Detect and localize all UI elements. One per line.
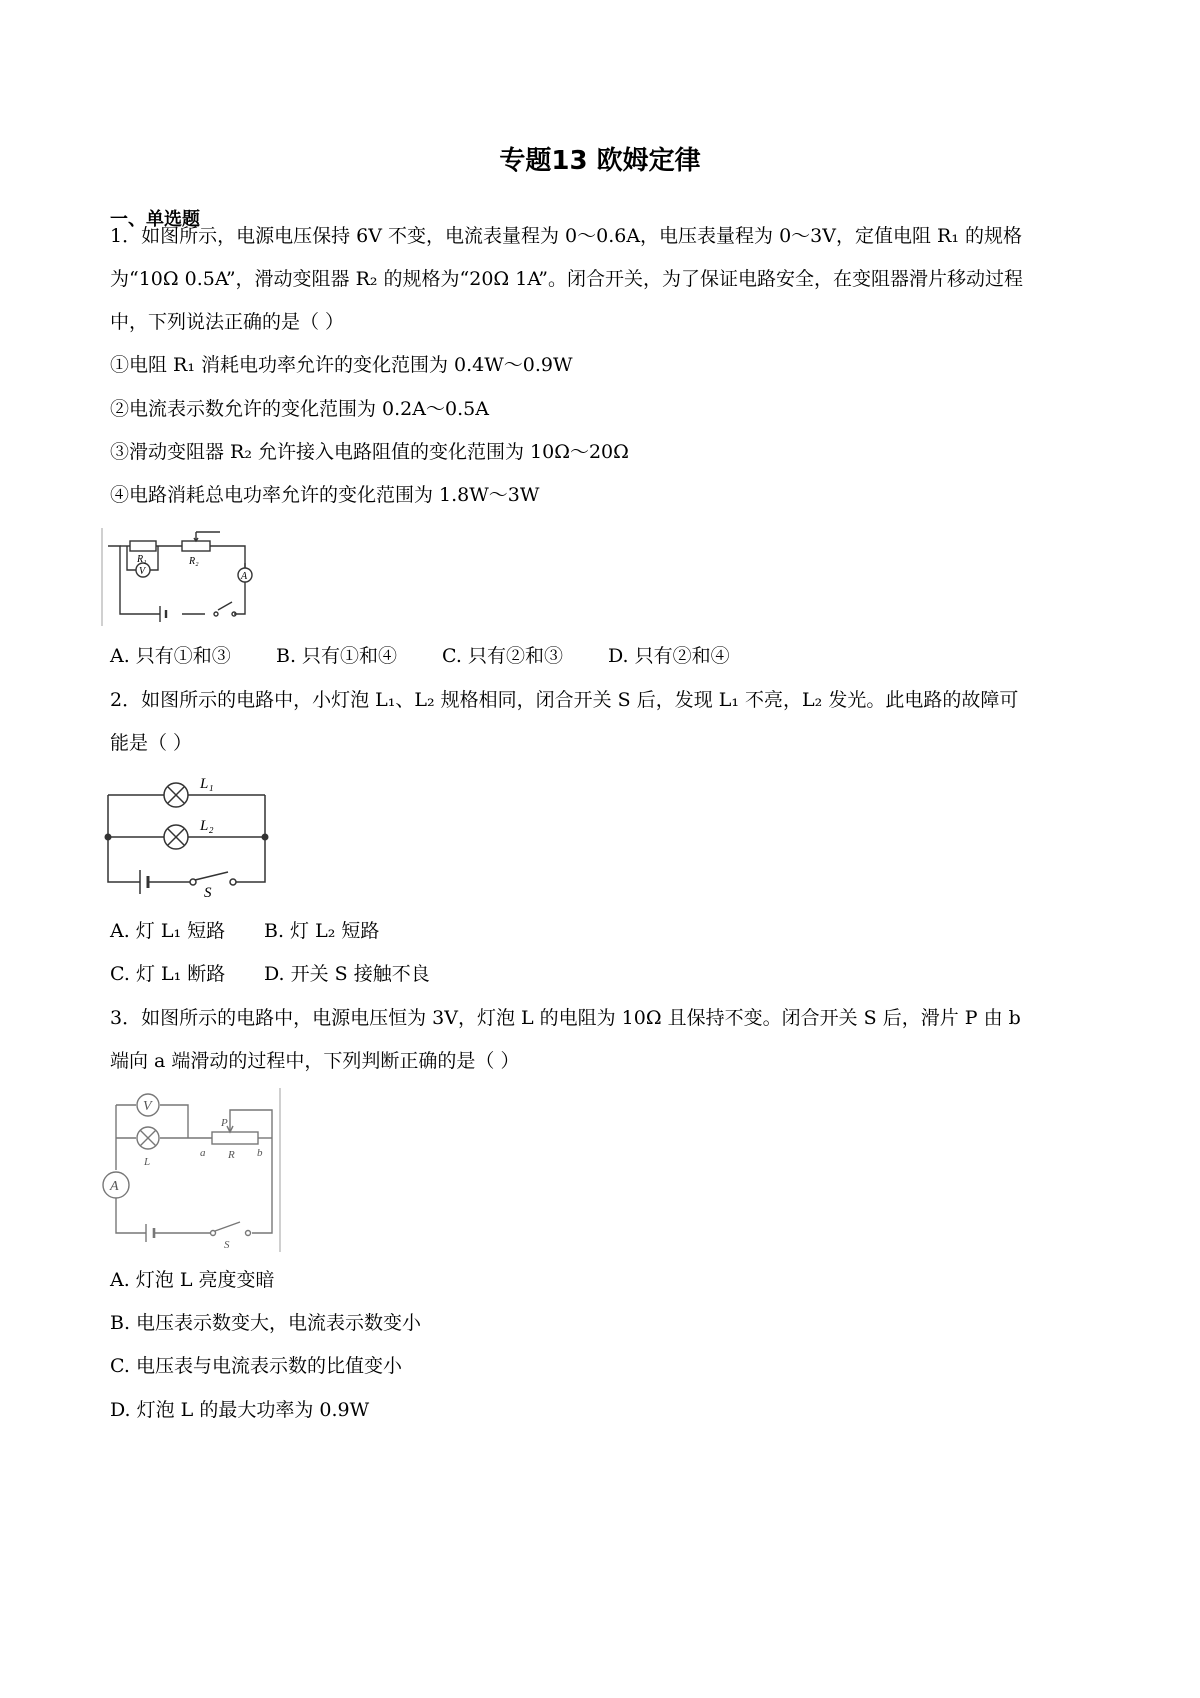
q3-fig-ammeter-label: A (110, 1179, 119, 1194)
q3-option-d[interactable]: D. 灯泡 L 的最大功率为 0.9W (110, 1399, 370, 1421)
q3-fig-a-label: a (200, 1147, 206, 1159)
q2-junction-right (262, 834, 269, 841)
q1-fig-ammeter-label: A (241, 571, 248, 582)
q1-option-d[interactable]: D. 只有②和④ (608, 645, 730, 667)
q1-options (110, 642, 730, 670)
q1-statement-4: ④电路消耗总电功率允许的变化范围为 1.8W～3W (110, 484, 540, 506)
q3-fig-voltmeter-label: V (143, 1099, 152, 1114)
q2-option-a[interactable]: A. 灯 L₁ 短路 (110, 920, 226, 942)
q3-option-a[interactable]: A. 灯泡 L 亮度变暗 (110, 1269, 275, 1291)
page-title: 专题13 欧姆定律 (499, 146, 701, 176)
q3-fig-lamp-label: L (144, 1156, 151, 1168)
q3-fig-switch-label: S (224, 1239, 230, 1251)
q1-option-b[interactable]: B. 只有①和④ (276, 645, 398, 667)
q2-circuit-diagram (100, 770, 280, 900)
q2-fig-switch-label: S (204, 885, 212, 900)
q3-fig-b-label: b (257, 1147, 263, 1159)
q2-fig-l2-label: L₂ (200, 818, 214, 834)
q1-line-1: 1．如图所示，电源电压保持 6V 不变，电流表量程为 0～0.6A，电压表量程为 0～3V，定值电阻 R₁ 的规格 (110, 225, 1022, 247)
q3-option-c[interactable]: C. 电压表与电流表示数的比值变小 (110, 1355, 402, 1377)
q1-circuit-diagram (100, 528, 270, 628)
q1-fig-r2-label: R₂ (189, 556, 199, 567)
q1-option-c[interactable]: C. 只有②和③ (442, 645, 563, 667)
q2-junction-left (105, 834, 112, 841)
q3-fig-p-label: P (221, 1117, 228, 1129)
q1-statement-3: ③滑动变阻器 R₂ 允许接入电路阻值的变化范围为 10Ω～20Ω (110, 441, 629, 463)
q2-line-2: 能是（ ） (110, 732, 193, 754)
q1-fig-r1-label: R₁ (137, 554, 147, 565)
q1-statement-1: ①电阻 R₁ 消耗电功率允许的变化范围为 0.4W～0.9W (110, 354, 573, 376)
q2-options-row-2 (110, 960, 430, 988)
q1-fig-voltmeter-label: V (139, 566, 146, 577)
q3-circuit-diagram (100, 1088, 285, 1253)
q1-line-3: 中，下列说法正确的是（ ） (110, 311, 345, 333)
q2-fig-l1-label: L₁ (200, 776, 214, 792)
q3-line-1: 3．如图所示的电路中，电源电压恒为 3V，灯泡 L 的电阻为 10Ω 且保持不变。闭合开关 S 后，滑片 P 由 b (110, 1007, 1021, 1029)
q2-option-c[interactable]: C. 灯 L₁ 断路 (110, 963, 226, 985)
q1-line-2: 为“10Ω 0.5A”，滑动变阻器 R₂ 的规格为“20Ω 1A”。闭合开关，为了保证电路安全，在变阻器滑片移动过程 (110, 268, 1023, 290)
q2-options-row-1 (110, 917, 379, 945)
q1-statement-2: ②电流表示数允许的变化范围为 0.2A～0.5A (110, 398, 489, 420)
q1-option-a[interactable]: A. 只有①和③ (110, 645, 231, 667)
q3-fig-r-label: R (228, 1149, 235, 1161)
q3-line-2: 端向 a 端滑动的过程中，下列判断正确的是（ ） (110, 1050, 520, 1072)
q3-option-b[interactable]: B. 电压表示数变大，电流表示数变小 (110, 1312, 422, 1334)
q2-option-d[interactable]: D. 开关 S 接触不良 (264, 963, 430, 985)
q2-option-b[interactable]: B. 灯 L₂ 短路 (264, 920, 380, 942)
q2-line-1: 2．如图所示的电路中，小灯泡 L₁、L₂ 规格相同，闭合开关 S 后，发现 L₁ 不亮，L₂ 发光。此电路的故障可 (110, 689, 1019, 711)
section-heading: 一、单选题 (110, 209, 200, 230)
